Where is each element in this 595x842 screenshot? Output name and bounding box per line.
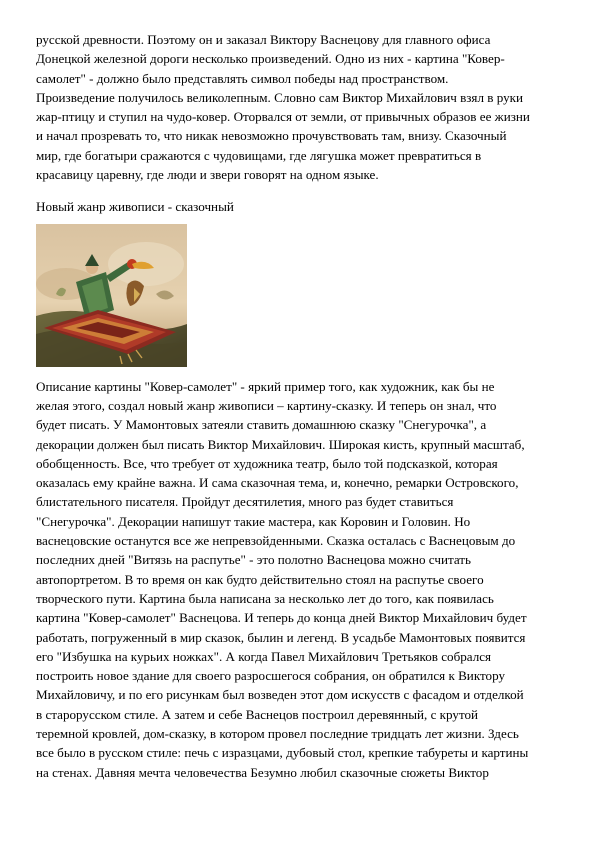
text-line: картина "Ковер-самолет" Васнецова. И теперь до конца дней Виктор Михайлович будет: [36, 610, 527, 626]
text-line: мир, где богатыри сражаются с чудовищами, где лягушка может превратиться в: [36, 147, 482, 163]
text-line: построить новое здание для своего разросшегося собрания, он обратился к Виктору: [36, 668, 506, 684]
text-line: Михайловичу, и по его рисункам был возведен этот дом искусств с фасадом и отделкой: [36, 687, 524, 703]
section-heading: Новый жанр живописи - сказочный: [36, 199, 234, 215]
text-line: русской древности. Поэтому он и заказал Виктору Васнецову для главного офиса: [36, 32, 491, 47]
text-line: васнецовские останутся все же непревзойденными. Сказка осталась с Васнецовым до: [36, 533, 516, 549]
text-line: творческого пути. Картина была написана за несколько лет до того, как появилась: [36, 590, 494, 606]
text-line: Описание картины "Ковер-самолет" - яркий пример того, как художник, как бы не: [36, 378, 495, 394]
text-line: самолет" - должно было представлять символ победы над пространством.: [36, 70, 449, 86]
text-line: обобщенность. Все, что требует от художника театр, было той подсказкой, которая: [36, 455, 498, 471]
text-line: Донецкой железной дороги несколько произведений. Одно из них - картина "Ковер-: [36, 51, 505, 67]
text-line: будет писать. У Мамонтовых затеяли ставить домашнюю сказку "Снегурочка", а: [36, 417, 487, 433]
paragraph-intro: [36, 30, 566, 184]
paragraph-main: [36, 377, 566, 782]
text-line: оказалась ему крайне важна. И сама сказочная тема, и, конечно, ремарки Островского,: [36, 475, 519, 491]
text-line: жар-птицу и ступил на чудо-ковер. Оторвался от земли, от привычных образов ее жизни: [36, 109, 530, 125]
text-line: его "Избушка на курьих ножках". А когда Павел Михайлович Третьяков собрался: [36, 648, 492, 664]
document-page: [36, 30, 566, 782]
text-line: Произведение получилось великолепным. Словно сам Виктор Михайлович взял в руки: [36, 89, 523, 105]
text-line: работать, погруженный в мир сказок, былин и легенд. В усадьбе Мамонтовых появится: [36, 629, 526, 645]
text-line: блистательного писателя. Пройдут десятилетия, много раз будет ставиться: [36, 494, 454, 510]
text-line: "Снегурочка". Декорации напишут такие мастера, как Коровин и Головин. Но: [36, 513, 471, 529]
text-line: желая этого, создал новый жанр живописи – картину-сказку. И теперь он знал, что: [36, 397, 497, 413]
text-line: в старорусском стиле. А затем и себе Васнецов построил деревянный, с крутой: [36, 706, 479, 722]
text-line: теремной кровлей, дом-сказку, в котором провел последние тридцать лет жизни. Здесь: [36, 726, 519, 742]
text-line: на стенах. Давняя мечта человечества Безумно любил сказочные сюжеты Виктор: [36, 764, 489, 780]
text-line: последних дней "Витязь на распутье" - это полотно Васнецова можно считать: [36, 552, 471, 568]
text-line: и начал прозревать то, что никак невозможно прочувствовать там, внизу. Сказочный: [36, 128, 507, 144]
text-line: все было в русском стиле: печь с изразцами, дубовый стол, крепкие табуреты и картины: [36, 745, 529, 761]
text-line: автопортретом. В то время он как будто действительно стоял на распутье своего: [36, 571, 484, 587]
text-line: декорации должен был писать Виктор Михайлович. Широкая кисть, крупный масштаб,: [36, 436, 525, 452]
text-line: красавицу царевну, где люди и звери говорят на одном языке.: [36, 167, 379, 183]
painting-image: [36, 224, 187, 367]
